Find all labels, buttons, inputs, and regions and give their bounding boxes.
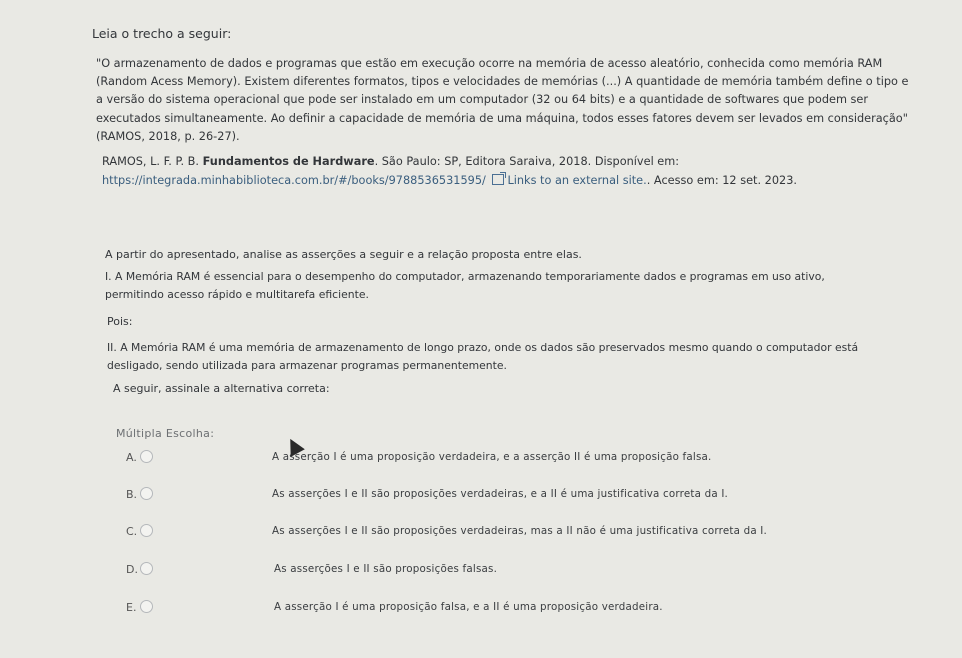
option-a[interactable] xyxy=(0,451,962,471)
assertion-two: II. A Memória RAM é uma memória de armazenamento de longo prazo, onde os dados são preservados mesmo quando o computador está desligado, sendo utilizada para armazenar programas permanentemente. xyxy=(107,341,859,372)
instruction-text: A seguir, assinale a alternativa correta: xyxy=(113,382,330,395)
reference-line xyxy=(102,155,679,168)
assertion-one: I. A Memória RAM é essencial para o desempenho do computador, armazenando temporariamente dados e programas em uso ativo, permitindo acesso rápido e multitarefa eficiente. xyxy=(105,270,825,301)
reference-access-date: . Acesso em: 12 set. 2023. xyxy=(646,174,797,187)
option-d-radio[interactable] xyxy=(140,562,153,575)
option-a-radio[interactable] xyxy=(140,450,153,463)
option-e[interactable] xyxy=(0,601,962,621)
pois-label: Pois: xyxy=(107,315,133,328)
option-c-radio[interactable] xyxy=(140,524,153,537)
reference-publisher: . São Paulo: SP, Editora Saraiva, 2018. Disponível em: xyxy=(374,155,680,168)
option-b[interactable] xyxy=(0,488,962,508)
option-letter: E. xyxy=(126,601,137,614)
reference-url-link[interactable]: https://integrada.minhabiblioteca.com.br/#/books/9788536531595/ xyxy=(102,174,486,187)
quote-paragraph: "O armazenamento de dados e programas que estão em execução ocorre na memória de acesso aleatório, conhecida como memória RAM (Random Acess Memory). Existem diferentes formatos, tipos e velocidades de memórias (...) A quantidade de memória também define o tipo e a versão do sistema operacional que pode ser instalado em um computador (32 ou 64 bits) e a quantidade de softwares que podem ser executados simultaneamente. Ao definir a capacidade de memória de uma máquina, todos esses fatores devem ser levados em consideração" (RAMOS, 2018, p. 26-27). xyxy=(96,57,909,143)
option-a-text[interactable]: A asserção I é uma proposição verdadeira, e a asserção II é uma proposição falsa. xyxy=(272,451,712,463)
option-d-text[interactable]: As asserções I e II são proposições falsas. xyxy=(274,563,498,575)
option-letter: A. xyxy=(126,451,137,464)
reference-title: Fundamentos de Hardware xyxy=(202,155,375,168)
option-d[interactable] xyxy=(0,563,962,583)
external-link-icon xyxy=(492,174,504,185)
intro-text: Leia o trecho a seguir: xyxy=(92,26,232,41)
option-c-text[interactable]: As asserções I e II são proposições verdadeiras, mas a II não é uma justificativa correta da I. xyxy=(272,525,768,537)
option-b-radio[interactable] xyxy=(140,487,153,500)
question-header: A partir do apresentado, analise as asserções a seguir e a relação proposta entre elas. xyxy=(105,248,582,261)
external-site-link[interactable]: Links to an external site. xyxy=(507,174,647,187)
option-letter: C. xyxy=(126,525,138,538)
option-e-radio[interactable] xyxy=(140,600,153,613)
option-b-text[interactable]: As asserções I e II são proposições verdadeiras, e a II é uma justificativa correta da I. xyxy=(272,488,729,500)
multiple-choice-label: Múltipla Escolha: xyxy=(116,427,215,440)
reference-link-line xyxy=(102,173,797,187)
reference-authors: RAMOS, L. F. P. B. xyxy=(102,155,200,168)
option-c[interactable] xyxy=(0,525,962,545)
option-letter: D. xyxy=(126,563,138,576)
option-letter: B. xyxy=(126,488,138,501)
option-e-text[interactable]: A asserção I é uma proposição falsa, e a II é uma proposição verdadeira. xyxy=(274,601,663,613)
